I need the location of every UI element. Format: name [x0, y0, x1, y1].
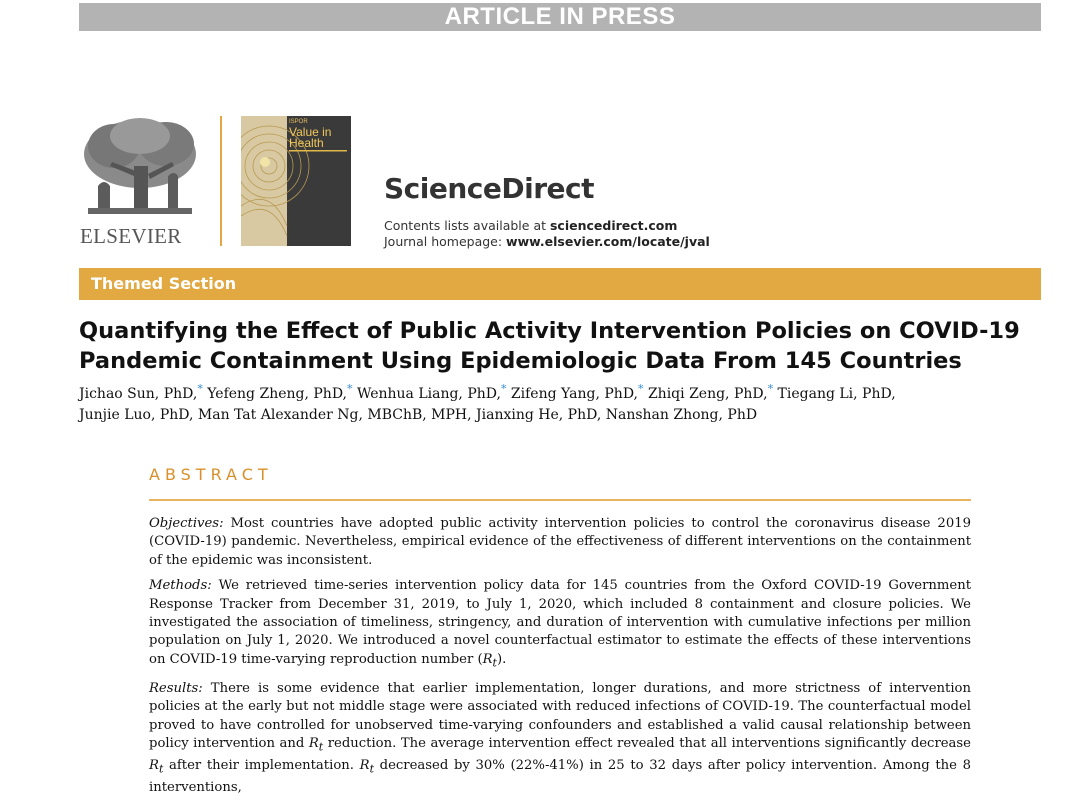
- affiliation-mark[interactable]: *: [500, 382, 507, 396]
- abstract-methods: [149, 577, 971, 673]
- contents-line: [384, 218, 677, 233]
- results-text-1: There is some evidence that earlier implementation, longer durations, and more strictness of intervention policies at the early but not middle stage were associated with reduced infections of COVID-19. The counterfactual model proved to have controlled for unobserved time-varying confounders and established a valid causal relationship between policy intervention and: [149, 680, 971, 752]
- affiliation-mark[interactable]: *: [197, 382, 203, 396]
- objectives-text: Most countries have adopted public activity intervention policies to control the coronavirus disease 2019 (COVID-19) pandemic. Nevertheless, empirical evidence of the effectiveness of different interventions on the containment of the epidemic was inconsistent.: [149, 516, 971, 568]
- author[interactable]: Zhiqi Zeng, PhD,*: [647, 382, 774, 402]
- article-title-line-1: Quantifying the Effect of Public Activity Intervention Policies on COVID-19: [79, 318, 1020, 344]
- author[interactable]: Wenhua Liang, PhD,*: [356, 382, 507, 402]
- homepage-prefix: Journal homepage:: [384, 234, 507, 249]
- rt-symbol: R: [359, 758, 370, 774]
- journal-cover[interactable]: [241, 116, 351, 246]
- affiliation-mark[interactable]: *: [638, 382, 644, 396]
- author-line-1: [79, 384, 1039, 405]
- logo-divider: [220, 116, 222, 246]
- author-line-2: Junjie Luo, PhD, Man Tat Alexander Ng, MBChB, MPH, Jianxing He, PhD, Nanshan Zhong, PhD: [79, 407, 758, 423]
- abstract-objectives: [149, 515, 971, 570]
- rt-subscript: t: [318, 740, 324, 754]
- article-title: [79, 316, 1039, 376]
- author[interactable]: Tiegang Li, PhD,: [777, 386, 896, 402]
- themed-section-label: Themed Section: [91, 274, 237, 293]
- author[interactable]: Yefeng Zheng, PhD,*: [207, 382, 353, 402]
- rt-subscript: t: [158, 762, 164, 776]
- contents-prefix: Contents lists available at: [384, 218, 550, 233]
- results-text-3: after their implementation.: [163, 758, 360, 774]
- author-list: [79, 384, 1039, 426]
- article-in-press-banner: ARTICLE IN PRESS: [79, 3, 1041, 31]
- elsevier-wordmark: ELSEVIER: [80, 224, 182, 248]
- abstract-divider: [149, 499, 971, 501]
- rt-symbol: R: [482, 651, 493, 667]
- affiliation-mark[interactable]: *: [347, 382, 353, 396]
- methods-label: Methods:: [149, 578, 212, 594]
- abstract-heading: ABSTRACT: [149, 465, 273, 484]
- methods-end: ).: [496, 651, 507, 667]
- rt-subscript: t: [492, 656, 497, 670]
- journal-homepage-link[interactable]: www.elsevier.com/locate/jval: [506, 234, 710, 249]
- elsevier-tree-icon: [80, 116, 200, 220]
- results-text-2: reduction. The average intervention effect revealed that all interventions significantly decrease: [323, 736, 971, 752]
- abstract-body: [149, 515, 971, 805]
- cover-kicker: ISPOR: [289, 119, 308, 125]
- affiliation-mark[interactable]: *: [767, 382, 774, 396]
- objectives-label: Objectives:: [149, 516, 224, 531]
- sciencedirect-link[interactable]: sciencedirect.com: [549, 218, 678, 233]
- sciencedirect-title[interactable]: ScienceDirect: [384, 172, 594, 205]
- rt-symbol: R: [308, 736, 319, 752]
- rt-subscript: t: [369, 762, 374, 776]
- methods-text: We retrieved time-series intervention policy data for 145 countries from the Oxford COVID-19 Government Response Tracker from December 31, 2019, to July 1, 2020, which included 8 containment and closure policies. We investigated the association of timeliness, stringency, and duration of intervention with cumulative infections per million population on July 1, 2020. We introduced a novel counterfactual estimator to estimate the effects of these interventions on COVID-19 time-varying reproduction number (: [149, 578, 971, 667]
- cover-title: Value in Health: [289, 125, 332, 150]
- article-title-line-2: Pandemic Containment Using Epidemiologic Data From 145 Countries: [79, 348, 962, 374]
- themed-section-bar: [79, 268, 1041, 300]
- results-label: Results:: [149, 680, 203, 696]
- results-text-4: decreased by 30% (22%-41%) in 25 to 32 days after policy intervention. Among the 8 interventions,: [149, 758, 971, 796]
- elsevier-logo[interactable]: [80, 116, 200, 248]
- author[interactable]: Zifeng Yang, PhD,*: [510, 382, 644, 402]
- abstract-results: [149, 680, 971, 798]
- author[interactable]: Jichao Sun, PhD,*: [79, 382, 203, 402]
- homepage-line: [384, 234, 710, 249]
- rt-symbol: R: [149, 758, 159, 774]
